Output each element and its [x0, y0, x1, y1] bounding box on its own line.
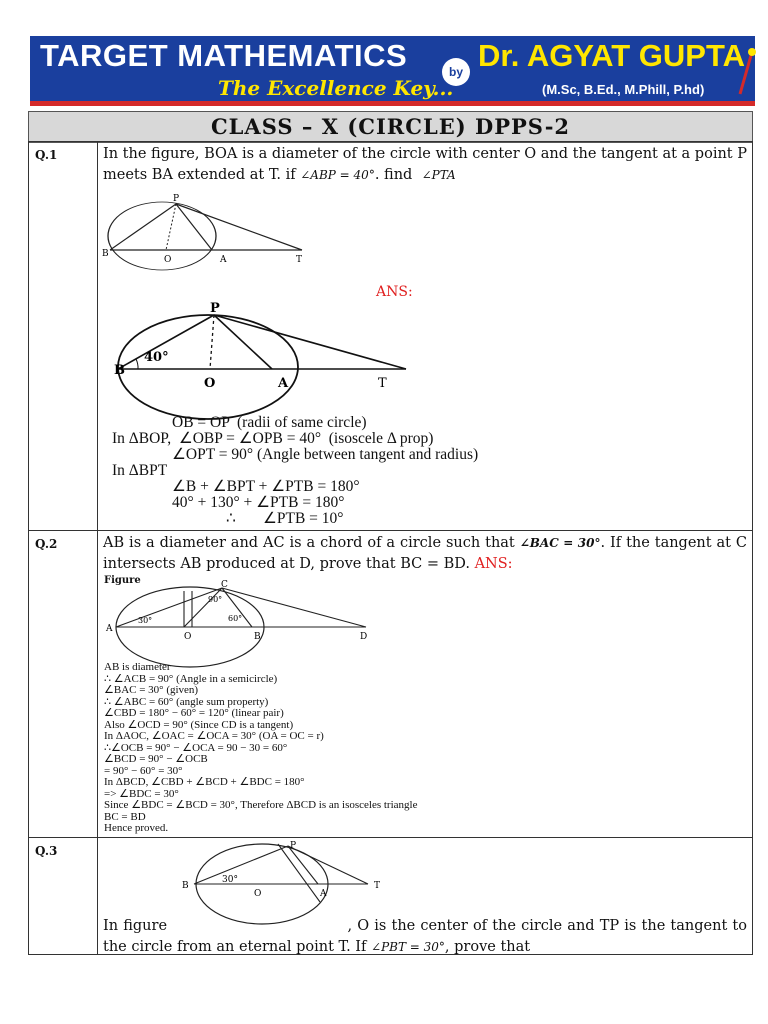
- label-b: B: [254, 632, 261, 642]
- label-angle: 40°: [144, 350, 169, 365]
- figure-caption: Figure: [104, 575, 141, 586]
- solution-block: [106, 415, 478, 527]
- label-angle: 30°: [222, 875, 238, 885]
- label-b: B: [114, 363, 125, 378]
- solution-line: In ΔBPT: [112, 462, 168, 479]
- solution-line: AB is diameter: [104, 661, 171, 673]
- solution-line: Also ∠OCD = 90° (Since CD is a tangent): [104, 718, 294, 731]
- solution-line: ∴ ∠PTB = 10°: [226, 510, 344, 527]
- find-angle: ∠PTA: [421, 168, 456, 182]
- author-qualifications: (M.Sc, B.Ed., M.Phill, P.hd): [542, 82, 705, 97]
- label-a: A: [278, 376, 289, 391]
- solution-line: In ΔAOC, ∠OAC = ∠OCA = 30° (OA = OC = r): [104, 730, 324, 742]
- solution-line: = 90° − 60° = 30°: [104, 764, 183, 777]
- q3-figure: [178, 840, 398, 912]
- label-p: P: [173, 194, 180, 204]
- label-b: B: [102, 249, 109, 259]
- label-a: A: [106, 624, 113, 634]
- label-o: O: [254, 889, 262, 899]
- label-angle-c: 90°: [208, 595, 223, 604]
- answer-label: ANS:: [474, 556, 513, 572]
- brand-title: TARGET MATHEMATICS: [40, 38, 408, 73]
- solution-line: Hence proved.: [104, 822, 169, 834]
- label-a: A: [320, 889, 327, 899]
- solution-line: In ΔBCD, ∠CBD + ∠BCD + ∠BDC = 180°: [104, 776, 305, 788]
- tagline: The Excellence Key...: [218, 76, 454, 100]
- label-t: T: [374, 881, 381, 891]
- label-t: T: [296, 255, 303, 265]
- solution-line: Since ∠BDC = ∠BCD = 30°, Therefore ΔBCD is an isosceles triangle: [104, 799, 418, 811]
- label-angle-a: 30°: [138, 616, 153, 625]
- solution-line: ∴ ∠ABC = 60° (angle sum property): [104, 695, 269, 708]
- page-title: CLASS – X (CIRCLE) DPPS-2: [28, 111, 753, 143]
- label-p: P: [210, 301, 220, 316]
- author-name: Dr. AGYAT GUPTA: [478, 38, 745, 73]
- solution-line: ∠BCD = 90° − ∠OCB: [104, 753, 208, 765]
- solution-line: OB = OP (radii of same circle): [172, 414, 367, 431]
- label-o: O: [164, 255, 172, 265]
- solution-line: ∠BAC = 30° (given): [104, 684, 199, 696]
- question-body: [98, 838, 753, 955]
- label-c: C: [221, 580, 228, 590]
- label-o: O: [204, 376, 216, 391]
- question-row: [29, 838, 753, 955]
- solution-line: 40° + 130° + ∠PTB = 180°: [172, 494, 345, 511]
- question-number: Q.2: [29, 531, 98, 838]
- label-angle-b: 60°: [228, 614, 243, 623]
- given-angle: ∠BAC = 30°: [519, 536, 601, 550]
- label-p: P: [290, 841, 297, 851]
- solution-line: BC = BD: [104, 810, 146, 823]
- solution-block: [98, 662, 417, 835]
- solution-line: ∠B + ∠BPT + ∠PTB = 180°: [172, 478, 360, 495]
- question-body: [98, 531, 753, 838]
- given-angle: ∠ABP = 40°: [300, 168, 375, 182]
- question-text: In figure , O is the center of the circle and TP is the tangent to the circle from an eternal point T. If ∠PBT = 30°, prove that: [103, 918, 752, 955]
- solution-line: => ∠BDC = 30°: [104, 787, 179, 800]
- question-row: [29, 531, 753, 838]
- question-row: [29, 142, 753, 531]
- label-d: D: [360, 632, 368, 642]
- solution-line: ∴∠OCB = 90° − ∠OCA = 90 − 30 = 60°: [104, 741, 288, 754]
- solution-line: In ΔBOP, ∠OBP = ∠OPB = 40° (isoscele Δ prop): [112, 430, 434, 447]
- question-number: Q.1: [29, 142, 98, 531]
- question-number: Q.3: [29, 838, 98, 955]
- question-text: AB is a diameter and AC is a chord of a circle such that ∠BAC = 30°. If the tangent at C intersects AB produced at D, prove that BC = BD. ANS:: [103, 535, 748, 572]
- solution-line: ∴ ∠ACB = 90° (Angle in a semicircle): [104, 672, 278, 685]
- q1-figure-answer: [116, 303, 436, 421]
- label-b: B: [182, 881, 189, 891]
- questions-table: [28, 141, 753, 955]
- label-o: O: [184, 632, 192, 642]
- question-body: [98, 142, 753, 531]
- answer-label: ANS:: [376, 284, 413, 300]
- solution-line: ∠OPT = 90° (Angle between tangent and radius): [172, 446, 479, 463]
- question-text: In the figure, BOA is a diameter of the circle with center O and the tangent at a point P meets BA extended at T. if ∠ABP = 40°. find ∠PTA: [103, 146, 747, 183]
- label-a: A: [220, 255, 227, 265]
- banner-stripe: [30, 101, 755, 106]
- header-banner: [30, 36, 755, 106]
- label-t: T: [378, 376, 387, 391]
- by-badge: by: [442, 58, 470, 86]
- solution-line: ∠CBD = 180° − 60° = 120° (linear pair): [104, 707, 284, 719]
- pen-decoration-icon: [736, 46, 756, 96]
- given-angle: ∠PBT = 30°: [371, 940, 445, 954]
- q1-figure-small: [102, 194, 332, 274]
